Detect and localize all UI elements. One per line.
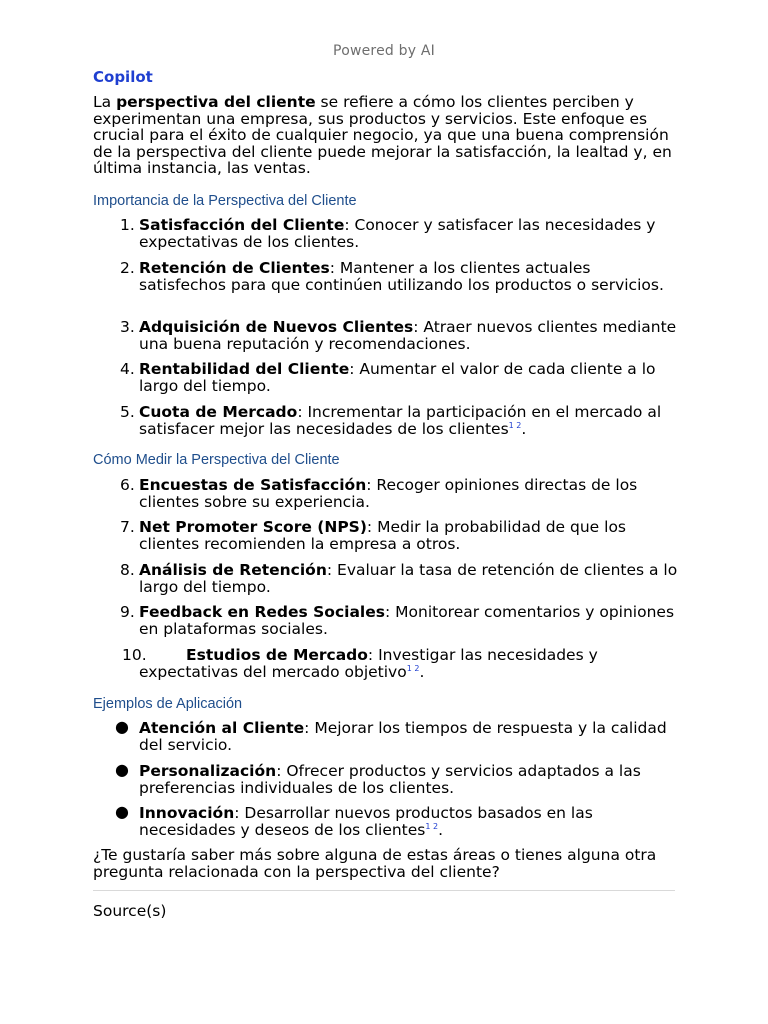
list-item [120, 403, 679, 438]
intro-prefix: La [93, 93, 117, 111]
item-bold: Encuestas de Satisfacción [139, 476, 367, 494]
item-text: : Atraer nuevos clientes mediante una buena reputación y recomendaciones. [139, 318, 677, 353]
item-number: 6. [120, 476, 135, 494]
item-bold: Análisis de Retención [139, 561, 327, 579]
intro-paragraph [93, 94, 693, 177]
item-bold: Adquisición de Nuevos Clientes [139, 318, 414, 336]
item-bold: Satisfacción del Cliente [139, 216, 345, 234]
list-item [120, 561, 679, 596]
item-bold: Feedback en Redes Sociales [139, 603, 385, 621]
item-bold: Estudios de Mercado [186, 646, 368, 664]
item-text: : Mejorar los tiempos de respuesta y la calidad del servicio. [139, 719, 667, 754]
powered-by-label: Powered by AI [333, 43, 435, 59]
citation-link[interactable]: 1 2 [508, 420, 522, 430]
list-item [120, 360, 679, 395]
item-text: : Desarrollar nuevos productos basados en las necesidades y deseos de los clientes [139, 804, 593, 839]
list-item [115, 802, 679, 839]
item-bold: Atención al Cliente [139, 719, 305, 737]
item-number: 4. [120, 360, 135, 378]
list-item [120, 518, 679, 553]
item-text: : Monitorear comentarios y opiniones en plataformas sociales. [139, 603, 675, 638]
item-text: : Aumentar el valor de cada cliente a lo largo del tiempo. [139, 360, 656, 395]
list-item [120, 259, 679, 294]
item-bold: Retención de Clientes [139, 259, 330, 277]
citation-link[interactable]: 1 2 [406, 663, 420, 673]
item-tail: . [521, 419, 527, 438]
heading-medir: Cómo Medir la Perspectiva del Cliente [93, 452, 340, 468]
item-bold: Rentabilidad del Cliente [139, 360, 350, 378]
citation-link[interactable]: 1 2 [425, 821, 439, 831]
intro-rest: se refiere a cómo los clientes perciben y experimentan una empresa, sus productos y servicios. Este enfoque es crucial para el éxito de cualquier negocio, ya que una buena comprensión de la perspectiva del cliente puede mejorar la satisfacción, la lealtad y, en última instancia, las ventas. [93, 93, 672, 178]
list-item [115, 717, 679, 754]
divider [93, 890, 675, 891]
item-bold: Net Promoter Score (NPS) [139, 518, 367, 536]
assistant-name: Copilot [93, 68, 153, 86]
item-text: : Investigar las necesidades y expectativas del mercado objetivo [139, 646, 598, 681]
list-item [115, 760, 679, 797]
item-number: 10. [122, 646, 147, 664]
item-tail: . [419, 662, 425, 681]
item-text: : Medir la probabilidad de que los clientes recomienden la empresa a otros. [139, 518, 627, 553]
bullet-icon: ● [115, 760, 129, 779]
item-text: : Evaluar la tasa de retención de clientes a lo largo del tiempo. [139, 561, 678, 596]
intro-bold: perspectiva del cliente [116, 93, 316, 111]
closing-question: ¿Te gustaría saber más sobre alguna de estas áreas o tienes alguna otra pregunta relacionada con la perspectiva del cliente? [93, 846, 657, 881]
item-number: 3. [120, 318, 135, 336]
heading-ejemplos: Ejemplos de Aplicación [93, 696, 243, 712]
bullet-icon: ● [115, 717, 129, 736]
item-number: 2. [120, 259, 135, 277]
item-bold: Cuota de Mercado [139, 403, 298, 421]
item-number: 5. [120, 403, 135, 421]
list-item [122, 646, 679, 681]
item-tail: . [438, 820, 444, 839]
bullet-icon: ● [115, 802, 129, 821]
item-number: 8. [120, 561, 135, 579]
list-item [120, 318, 679, 353]
list-item [120, 476, 679, 511]
item-text: : Recoger opiniones directas de los clientes sobre su experiencia. [139, 476, 638, 511]
item-number: 7. [120, 518, 135, 536]
item-number: 1. [120, 216, 135, 234]
item-text: : Ofrecer productos y servicios adaptados a las preferencias individuales de los clientes. [139, 762, 641, 797]
item-bold: Personalización [139, 762, 277, 780]
heading-importancia: Importancia de la Perspectiva del Cliente [93, 193, 357, 209]
item-text: : Mantener a los clientes actuales satisfechos para que continúen utilizando los productos o servicios. [139, 259, 664, 294]
item-number: 9. [120, 603, 135, 621]
list-item [120, 603, 679, 638]
list-item [120, 216, 679, 251]
item-text: : Incrementar la participación en el mercado al satisfacer mejor las necesidades de los clientes [139, 403, 662, 438]
sources-label[interactable]: Source(s) [93, 902, 167, 920]
item-bold: Innovación [139, 804, 235, 822]
item-text: : Conocer y satisfacer las necesidades y expectativas de los clientes. [139, 216, 656, 251]
